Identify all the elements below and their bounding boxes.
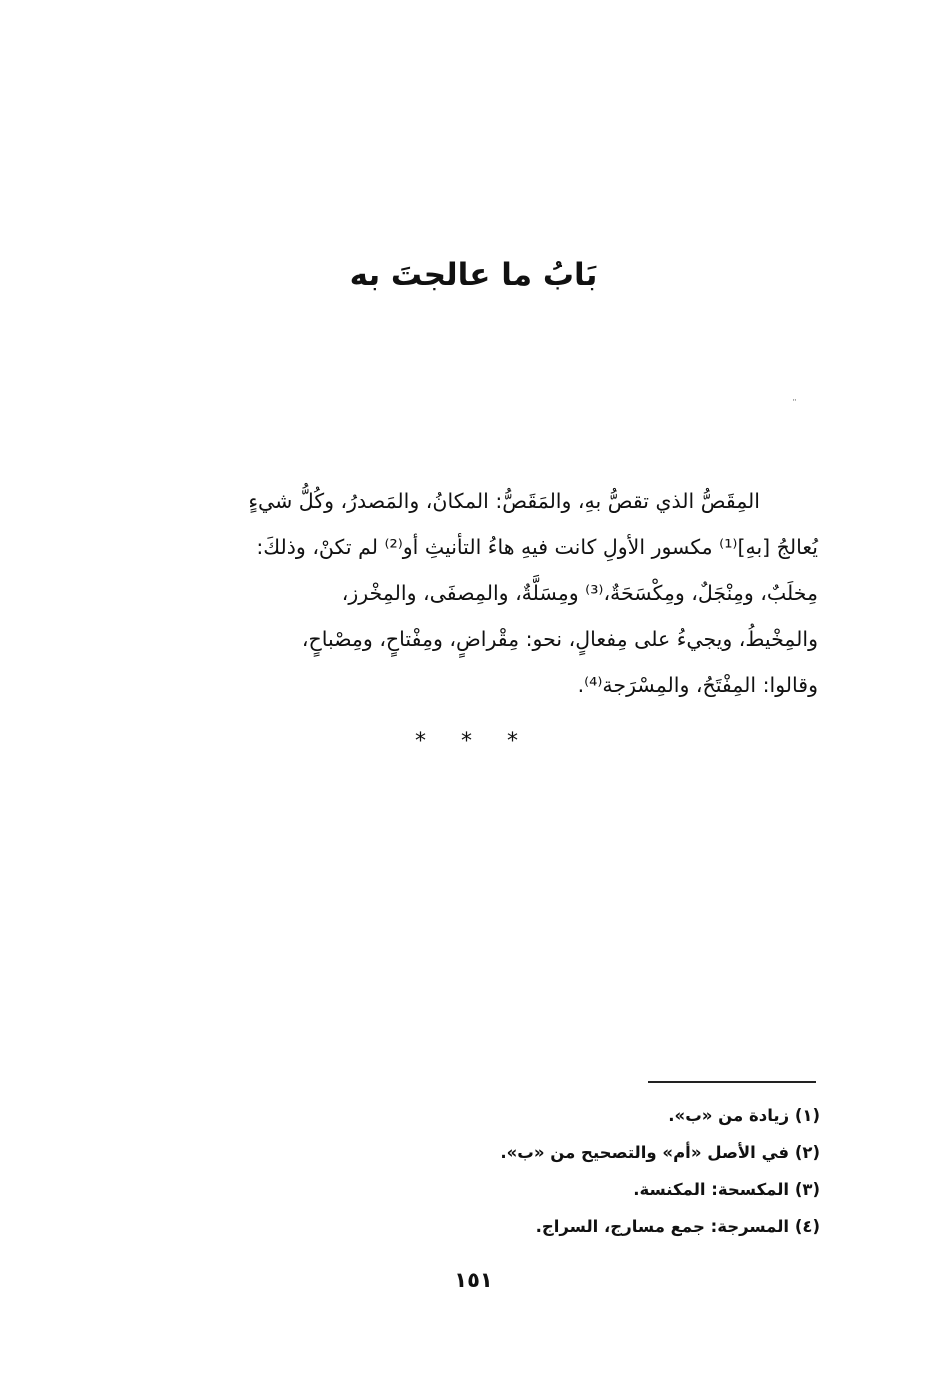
body-line: المِقَصُّ الذي تقصُّ بهِ، والمَقَصُّ: المكانُ، والمَصدرُ، وكُلُّ شيءٍ (248, 489, 760, 513)
footnote-3: (٣) المكسحة: المكنسة. (633, 1180, 820, 1199)
section-separator: * * * (415, 729, 532, 754)
body-line: وقالوا: المِفْتَحُ، والمِسْرَجة⁽⁴⁾. (577, 673, 818, 697)
body-paragraph (132, 478, 818, 708)
footnote-1: (١) زيادة من «ب». (668, 1106, 820, 1125)
footnote-4: (٤) المسرجة: جمع مسارج، السراج. (535, 1217, 820, 1236)
body-line: والمِخْيطُ، ويجيءُ على مِفعالٍ، نحو: مِقْراضٍ، ومِفْتاحٍ، ومِصْباحٍ، (301, 627, 818, 651)
body-line: مِخلَبٌ، ومِنْجَلٌ، ومِكْسَحَةٌ،⁽³⁾ ومِسَلَّةٌ، والمِصفَى، والمِخْرز، (341, 581, 818, 605)
chapter-title: بَابُ ما عالجتَ به (349, 257, 598, 293)
page-number: ١٥١ (454, 1268, 493, 1292)
body-line: يُعالجُ [بهِ]⁽¹⁾ مكسور الأولِ كانت فيهِ هاءُ التأنيثِ أو⁽²⁾ لم تكنْ، وذلكَ: (256, 535, 818, 559)
footnote-2: (٢) في الأصل «أم» والتصحيح من «ب». (500, 1143, 820, 1162)
footnote-divider (648, 1081, 816, 1083)
ink-speck: ¨ (792, 399, 797, 410)
footnotes (330, 1097, 820, 1245)
